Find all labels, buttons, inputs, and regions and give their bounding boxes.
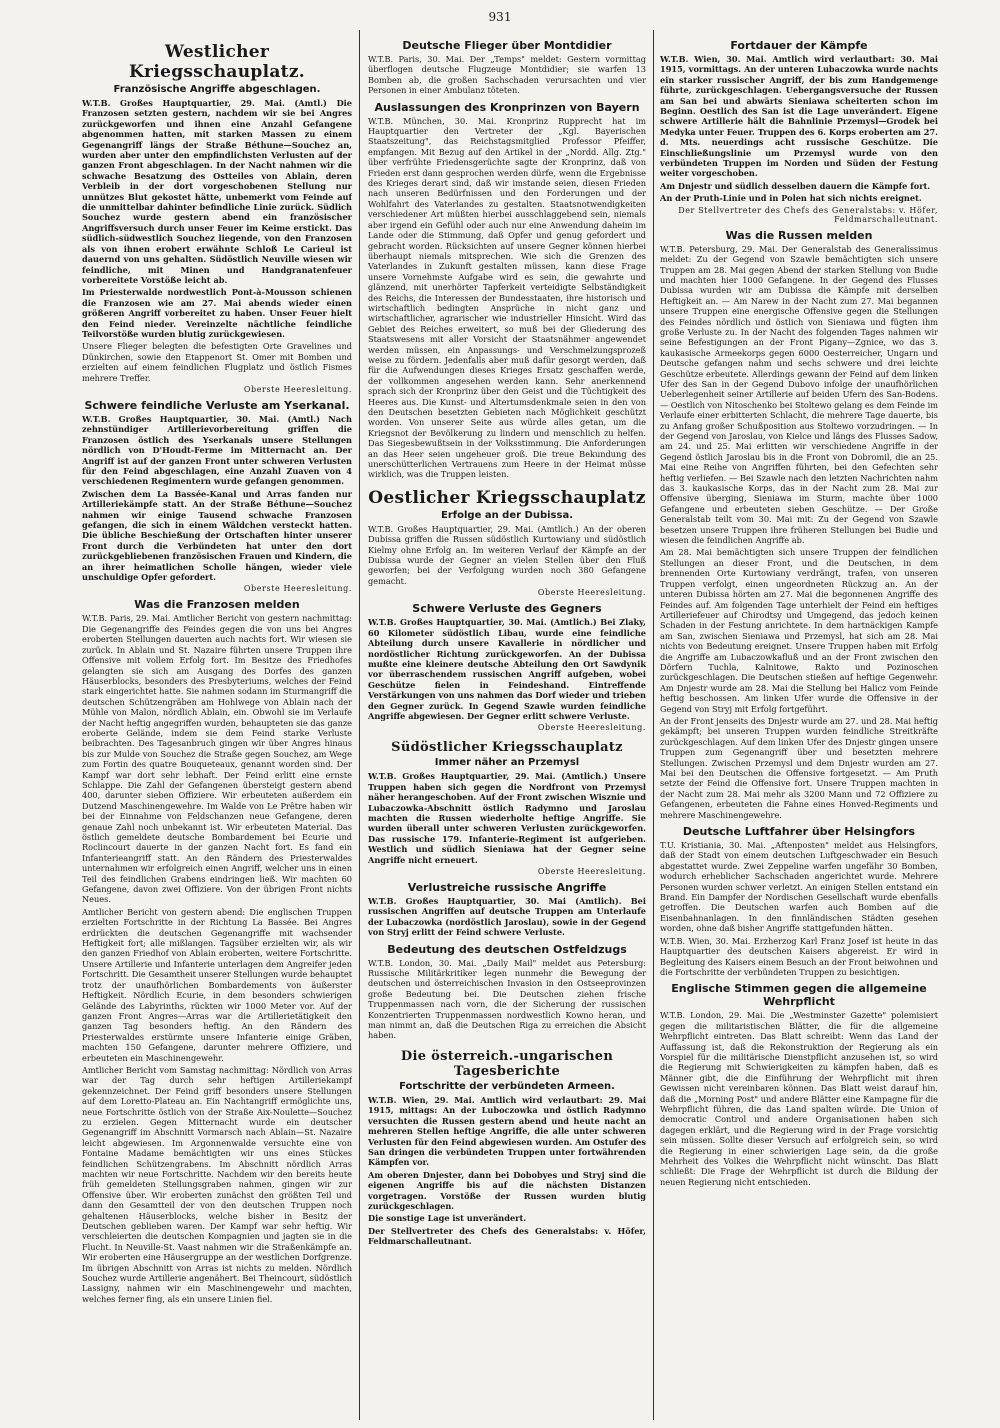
page-number: 931 xyxy=(488,10,512,24)
article-signature: Oberste Heeresleitung. xyxy=(537,723,646,733)
article-paragraph: Unsere Flieger belegten die befestigten Orte Gravelines und Dünkirchen, sowie den Etappenort St. Omer mit Bomben und erzielten auf einem feindlichen Flugplatz und östlich Fismes mehrere Treffer. xyxy=(82,341,352,383)
article-headline: Was die Russen melden xyxy=(725,228,873,242)
article-headline: Englische Stimmen gegen die allgemeine Wehrpflicht xyxy=(671,982,927,1009)
column-1-articles xyxy=(82,84,352,1304)
article-paragraph-bold: Im Priesterwalde nordwestlich Pont-à-Mousson schienen die Franzosen wie am 27. Mai abends wieder einen größeren Angriff vorbereitet zu haben. Unser Feuer hielt den Feind nieder. Vereinzelte nächtliche feindliche Teilvorstöße wurden blutig zurückgewiesen. xyxy=(82,287,352,339)
article-headline: Was die Franzosen melden xyxy=(134,598,300,612)
column-3-articles xyxy=(660,39,938,1187)
article-headline: Bedeutung des deutschen Ostfeldzugs xyxy=(387,942,627,956)
article-headline: Schwere feindliche Verluste am Yserkanal. xyxy=(84,398,350,412)
article-headline: Schwere Verluste des Gegners xyxy=(412,602,602,616)
article-headline: Fortdauer der Kämpfe xyxy=(730,39,868,52)
article-paragraph: W.T.B. Petersburg, 29. Mai. Der Generalstab des Generalissimus meldet: Zu der Gegend von Szawle bemächtigten sich unsere Truppen am 28. Mai gegen Abend der starken Stellung von Budie und machten hier 1000 Gefangene. In der Gegend des Flusses Dubissa wurden wir am Dubissa die Kämpfe mit derselben Heftigkeit an. — Am Narew in der Nacht zum 27. Mai begannen unsere Truppen eine energische Offensive gegen die Stellungen des Feindes nördlich und östlich von Sieniawa und fügten ihm große Verluste zu. In der Nacht des folgenden Tages nahmen wir seine Befestigungen an der Front Pigany—Zgnice, wo das 3. kaukasische Armeekorps gegen 6000 Oesterreicher, Ungarn und Deutsche gefangen nahm und sechs schwere und drei leichte Geschütze erbeutete. Allerdings gewann der Feind auf dem linken Ufer des San in der Gegend Dubovo infolge der unaufhörlichen Ueberlegenheit seiner Artillerie auf beiden Ufern des San-Bodens. — Oestlich von Nitoschenko bei Stoltewo gelang es dem Feinde im Verlaufe einer erbitterten Schlacht, die mehrere Tage dauerte, bis zu Anfang großer Schußposition aus Stoltewo vorzudringen. — In der Gegend von Jaroslau, von Kielce und längs des Flusses Sadow, am 24. und 25. Mai erlitten wir verschiedene Angriffe in der Gegend östlich Jaroslau bis in die Front von Dobromil, die an 25. Mai eine Reihe von Angriffen führten, bei den Gefechten sehr heftig verliefen. — Bei Szawle nach den letzten Nachrichten nahm das 3. kaukasische Korps, das in der Nacht zum 28. Mai zur Offensive überging, Sieniawa im Sturm, machte über 1000 Gefangene und erbeuteten sieben Geschütze. — Der Große Generalstab teilt vom 30. Mai mit: Zu der Gegend von Szawle besetzen unsere Truppen ihre früheren Stellungen bei Budie und wiesen die feindlichen Angriffe ab. xyxy=(660,243,938,546)
article-paragraph: W.T.B. München, 30. Mai. Kronprinz Rupprecht hat im Hauptquartier den Vertreter der „Kgl. Bayerischen Staatszeitung", das Reichstagsmitglied Professor Pfeiffer, empfangen. Mit Bezug auf den Artikel in der „Nordd. Allg. Ztg." über verfrühte Friedensgerüchte sagte der Kronprinz, daß von Frieden erst dann gesprochen werden dürfe, wenn die Ergebnisse des Krieges derart sind, daß wir imstande seien, diesen Frieden nach unseren Bedürfnissen und den Forderungen und der Wohlfahrt des Vaterlandes zu gestalten. Staatsnotwendigkeiten verschiedener Art müßten hierbei ausschlaggebend sein, niemals aber irgend ein Gefühl oder auch nur eine Anwendung daheim im Lande oder die Stimmung, daß Opfer und genug gefordert und gebracht worden. Rücksichten auf unsere Gegner können hierbei überhaupt niemals mitsprechen. Wie sich die Grenzen des Vaterlandes in Zukunft gestalten müssen, kann diese Frage unsere Vornehmste Aufgabe wird es sein, die gewahrte und glänzend, mit unerhörter Tapferkeit verteidigte Selbständigkeit des Reichs, die Interessen der Bundesstaaten, ihre historisch und wirtschaftlich bedingten Ansprüche in nicht ganz und wirtschaftlicher, agrarischer wie industrieller Hinsicht. Wird das Gebiet des Reiches erweitert, so muß bei der Gliederung des Staatswesens mit aller Vorsicht der Staatsnähmer angewendet werden müssen, ein Anpassungs- und Verschmelzungsprozeß weise zu fördern. Jedenfalls aber muß dafür gesorgt werden, daß für die Aufwendungen dieses Krieges Ersatz geschaffen werde, der vollkommen angesehen werden kann. Sehr anerkennend sprach sich der Kronprinz über den Geist und die Tüchtigkeit des Heeres aus. Die Kunst- und Altertumsdenkmale seien in den von den Deutschen besetzten Gebieten nach Möglichkeit geschützt worden. Von unserer Seite aus würde alles getan, um die Kriegsnot der Bevölkerung zu lindern und menschlich zu helfen. Das Siegesbewußtsein in der Volksstimmung. Die Anforderungen an das Heer seien ungeheuer groß. Die treue Bekundung des unerschütterlichen Vertrauens zum Heere in der Heimat müsse wirklich, was die Truppen leisten. xyxy=(368,115,646,480)
article-paragraph-bold: Der Stellvertreter des Chefs des Generalstabs: v. Höfer, Feldmarschalleutnant. xyxy=(368,1225,646,1247)
column-1 xyxy=(82,34,352,1420)
article-paragraph: W.T.B. London, 30. Mai. „Daily Mail" meldet aus Petersburg: Russische Militärkritiker legen nunmehr die Bewegung der deutschen und österreichischen Invasion in den Ostseeprovinzen große Bedeutung bei. Die Deutschen ziehen frische Truppenmassen nach vorn, die der Sicherung der russischen Konzentrierten Truppenmassen nordwestlich Kowno heran, und man nimmt an, daß die Deutschen Riga zu erreichen die Absicht haben. xyxy=(368,957,646,1041)
article-paragraph-bold: An der Pruth-Linie und in Polen hat sich nichts ereignet. xyxy=(660,193,922,204)
article-paragraph-bold: Am Dnjestr und südlich desselben dauern die Kämpfe fort. xyxy=(660,180,931,191)
article-paragraph-bold: Die sonstige Lage ist unverändert. xyxy=(368,1213,527,1224)
article-paragraph: T.U. Kristiania, 30. Mai. „Aftenposten" meldet aus Helsingfors, daß der Stadt von einem deutschen Luftgeschwader ein Besuch abgestattet wurde. Zwei Zeppeline warfen ungefähr 30 Bomben, wodurch erheblicher Sachschaden angerichtet wurde. Mehrere Personen wurden schwer verletzt. An einigen Stellen entstand ein Brand. Ein Dampfer der Nordischen Gesellschaft wurde ebenfalls getroffen. Die Deutschen warfen auch Bomben auf die Eisenbahnanlagen. In den finnländischen Städten gesehen worden, ohne daß bisher Angriffe stattgefunden hätten. xyxy=(660,840,938,934)
article-subheadline: Fortschritte der verbündeten Armeen. xyxy=(399,1080,615,1092)
article-signature: Der Stellvertreter des Chefs des Generalstabs: v. Höfer, Feldmarschalleutnant. xyxy=(678,205,938,224)
report-section-headline: Die österreich.-ungarischen Tagesberichte xyxy=(400,1048,614,1079)
column-rule-1 xyxy=(359,30,360,1420)
column-3 xyxy=(660,34,938,1420)
article-paragraph: Amtlicher Bericht von gestern abend: Die englischen Truppen erzielten Fortschritte in der Richtung La Bassée. Bei Angres erdrückten die deutschen Gegenangriffe mit wachsender Heftigkeit fort; alle mißlangen. Tagsüber erzielten wir, als wir den ganzen Friedhof von Ablain eroberten, weitere Fortschritte. Unsere Artillerie und Infanterie unterlagen dem Angreifer jeden Fortschritt. Die Gesamtheit unserer Stellungen wurde behauptet trotz der unaufhörlichen Bombardements von äußerster Heftigkeit. Nördlich Ecurie, in dem besonders schwierigen Gelände des Labyrinths, rückten wir 1000 Meter vor. Auf der ganzen Front Angres—Arras war die Artillerietätigkeit den ganzen Tag besonders heftig. An den Rändern des Priesterwaldes erstürmte unsere Infanterie einige Gräben, machten 150 Gefangene, darunter mehrere Offiziere, und erbeuteten ein Maschinengewehr. xyxy=(82,906,352,1063)
article-paragraph: W.T.B. Paris, 30. Mai. Der „Temps" meldet: Gestern vormittag überflogen deutsche Flugzeuge Montdidier; sie warfen 13 Bomben ab, die großen Sachschaden verursachten und vier Personen in einer Ambulanz töteten. xyxy=(368,54,646,96)
article-paragraph-bold: W.T.B. Großes Hauptquartier, 29. Mai. (Amtlich.) Unsere Truppen haben sich gegen die Nordfront von Przemysl näher herangeschoben. Auf der Front zwischen Wisznie und Lubaczowka-Abschnitt östlich Radymno und Jaroslau machten die Russen wiederholte heftige Angriffe. Sie wurden überall unter schweren Verlusten zurückgeworfen. Das russische 179. Infanterie-Regiment ist aufgerieben. Westlich und südlich Sieniawa hat der Gegner seine Angriffe nicht erneuert. xyxy=(368,771,646,865)
article-subheadline: Französische Angriffe abgeschlagen. xyxy=(113,84,321,95)
article-paragraph-bold: Zwischen dem La Bassée-Kanal und Arras fanden nur Artilleriekämpfe statt. An der Straße Béthune—Souchez nahmen wir einige Tausend schwache Franzosen gefangen, die sich in einem Wäldchen versteckt hatten. Die übliche Beschießung der Ortschaften hinter unserer Front durch die Verbündeten hat unter den dort zurückgebliebenen französischen Frauen und Kindern, die an ihrer heimatlichen Scholle hängen, wieder viele unschuldige Opfer gefordert. xyxy=(82,488,352,583)
article-paragraph-bold: Am oberen Dnjester, dann bei Dobobyes und Stryj sind die eigenen Angriffe bis auf die nächsten Distanzen vorgetragen. Vorstöße der Russen wurden blutig zurückgeschlagen. xyxy=(368,1169,646,1211)
section-title-southeastern-front: Südöstlicher Kriegsschauplatz xyxy=(391,740,623,756)
article-paragraph-bold: W.T.B. Großes Hauptquartier, 30. Mai. (Amtl.) Nach zehnstündiger Artillerievorbereitung griffen die Franzosen östlich des Yserkanals unsere Stellungen nördlich von D'Houdt-Ferme im Mitternacht an. Der Angriff ist auf der ganzen Front unter schweren Verlusten für den Feind abgeschlagen, eine Anzahl Zuaven von 4 verschiedenen Regimentern wurde gefangen genommen. xyxy=(82,413,352,487)
article-headline: Verlustreiche russische Angriffe xyxy=(407,881,607,894)
article-paragraph-bold: W.T.B. Wien, 29. Mai. Amtlich wird verlautbart: 29. Mai 1915, mittags: An der Luboczowka und östlich Radymno versuchten die Russen gestern abend und heute nacht an mehreren Stellen heftige Angriffe, die alle unter schweren Verlusten für den Feind abgewiesen wurden. Am Ostufer des San dringen die verbündeten Truppen unter fortwährenden Kämpfen vor. xyxy=(368,1094,646,1168)
article-signature: Oberste Heeresleitung. xyxy=(537,588,646,598)
article-paragraph: W.T.B. Großes Hauptquartier, 29. Mai. (Amtlich.) An der oberen Dubissa griffen die Russen südöstlich Kurtowiany und südöstlich Kielmy ohne Erfolg an. Im weiteren Verlauf der Kämpfe an der Dubissa wurde der Gegner an vielen Stellen über den Fluß geworfen; bei der Verfolgung wurden noch 380 Gefangene gemacht. xyxy=(368,523,646,586)
section-title-western-front: Westlicher Kriegsschauplatz. xyxy=(128,42,305,82)
article-headline: Auslassungen des Kronprinzen von Bayern xyxy=(374,100,640,114)
article-headline: Deutsche Flieger über Montdidier xyxy=(402,39,612,52)
article-paragraph-bold: W.T.B. Wien, 30. Mai. Amtlich wird verlautbart: 30. Mai 1915, vormittags. An der unteren Lubaczowka wurde nachts ein starker russischer Angriff, der bis zum Handgemenge führte, zurückgeschlagen. Uebergangsversuche der Russen am San bei und abwärts Sieniawa scheiterten schon im Beginn. Oestlich des San ist die Lage unverändert. Eigene schwere Artillerie hält die Bahnlinie Przemysl—Grodek bei Medyka unter Feuer. Truppen des 6. Korps eroberten am 27. d. Mts. neuerdings acht russische Geschütze. Die Einschließungslinie um Przemysl wurde von den verbündeten Truppen im Norden und Süden der Festung weiter vorgeschoben. xyxy=(660,54,938,179)
article-paragraph-bold: W.T.B. Großes Hauptquartier, 30. Mai. (Amtlich.) Bei Zlaky, 60 Kilometer südöstlich Libau, wurde eine feindliche Abteilung durch unsere Kavallerie in nördlicher und nordöstlicher Richtung zurückgeworfen. An der Dubissa mußte eine kleinere deutsche Abteilung den Ort Sawdynik vor überraschendem russischen Angriff aufgeben, wobei Geschütze fielen in Feindeshand. Eintreffende Verstärkungen von uns nahmen das Dorf wieder und trieben den Gegner zurück. In Gegend Szawle wurden feindliche Angriffe abgewiesen. Der Gegner erlitt schwere Verluste. xyxy=(368,617,646,721)
article-subheadline: Erfolge an der Dubissa. xyxy=(441,509,573,521)
column-2 xyxy=(368,34,646,1420)
article-headline: Deutsche Luftfahrer über Helsingfors xyxy=(682,825,916,839)
article-paragraph-bold: W.T.B. Großes Hauptquartier, 29. Mai. (Amtl.) Die Franzosen setzten gestern, nachdem wir sie bei Angres zurückgeworfen und ihnen eine Anzahl Gefangene abgenommen hatten, mit starken Massen zu einem Gegenangriff längs der Straße Béthune—Souchez an, wurden aber unter den empfindlichsten Verlusten auf der ganzen Front abgeschlagen. In der Nacht nahmen wir die schwache Besatzung des Ostteiles von Ablain, deren Verbleib in der dort vorgeschobenen Stellung nur unnützes Blut gekostet hätte, unbemerkt vom Feinde auf die unmittelbar dahinter befindliche Linie zurück. Südlich Souchez wurde gestern abend ein französischer Angriffsversuch durch unser Feuer im Keime erstickt. Das südlich-südwestlich Souchez liegende, von den Franzosen als von ihnen erobert erwähnte Schloß Le Carieul ist dauernd von uns gehalten. Südöstlich Neuville wiesen wir feindliche, mit Minen und Handgranatenfeuer vorbereitete Vorstöße leicht ab. xyxy=(82,98,352,285)
article-signature: Oberste Heeresleitung. xyxy=(243,584,352,594)
article-paragraph: Amtlicher Bericht vom Samstag nachmittag: Nördlich von Arras war der Tag durch sehr heftigen Artilleriekampf gekennzeichnet. Der Feind griff besonders unsere Stellungen auf dem Loretto-Plateau an. Ein Nachtangriff ermöglichte uns, neue Fortschritte östlich von der Straße Aix-Noulette—Souchez zu erzielen. Gegen Mitternacht wurde ein deutscher Gegenangriff im Abschnitt Vormarsch nach Ablain—St. Nazaire leicht abgewiesen. Im Argonnenwalde versuchte eine von Fontaine Madame bemächtigten wir uns eines Stückes feindlichen Schützengrabens. Im Abschnitt nördlich Arras machten wir neue Fortschritte. Nachdem wir den bereits heute früh gemeldeten Stellungsgraben nahmen, gingen wir zur Offensive über. Wir eroberten zunächst den größten Teil und dann den Gesamtteil der von den deutschen Truppen noch gehaltenen Häuserblocks, welche bisher in Besitz der Deutschen geblieben waren. Der Kampf war sehr heftig. Wir verschleierten die deutschen Kompagnien und jagten sie in die Flucht. In Neuville-St. Vaast nahmen wir die Straßenkämpfe an. Wir eroberten eine Häusergruppe an der westlichen Dorfgrenze. Im übrigen Abschnitt von Arras ist nichts zu melden. Nördlich Souchez wurde Artillerie angenähert. Bei Theincourt, südöstlich Lassigny, nahmen wir ein Maschinengewehr und machten, welches ferner fing, als ein unsere Linien fiel. xyxy=(82,1064,352,1304)
article-paragraph: Am 28. Mai bemächtigten sich unsere Truppen der feindlichen Stellungen an dieser Front, und die Deutschen, in dem brennenden Orte Kurtowiany verdrängt, trafen, von unseren Truppen verfolgt, einen ungeordneten Rückzug an. An der unteren Dubissa hörten am 27. Mai die begonnenen Angriffe des Feindes auf. Am folgenden Tage unterhielt der Feind ein heftiges Artilleriefeuer auf Chirodtsy und Umgegend, das jedoch keinen Schaden in der Festung anrichtete. In dem hartnäckigen Kampfe am San, zwischen Sieniawa und Przemysl, hat sich am 28. Mai nichts von Bedeutung ereignet. Unsere Truppen haben mit Erfolg die Angriffe am Lubaczowkafluß und an der Front zwischen den Dörfern Tuchla, Kalnitowe, Rakto und Pozinoschen zurückgeschlagen. Die Deutschen stießen auf heftige Gegenwehr. Am Dnjestr wurde am 28. Mai die Stellung bei Halicz vom Feinde heftig beschossen. Am linken Ufer wurde die Offensive in der Gegend von Stryj mit Erfolg fortgeführt. xyxy=(660,547,938,714)
column-rule-2 xyxy=(653,30,654,1420)
article-paragraph: An der Front jenseits des Dnjestr wurde am 27. und 28. Mai heftig gekämpft; bei unseren Truppen wurden feindliche Streitkräfte zurückgeschlagen. Auf dem linken Ufer des Dnjestr gingen unsere Truppen zum Gegenangriff über und besetzten mehrere Stellungen. Zwischen Przemysl und dem Dnjestr wurden am 27. Mai bei den Deutschen die Offensive fortgesetzt. — Am Pruth setzte der Feind die Offensive fort. Unsere Truppen machten in der Nacht zum 28. Mai mehr als 3200 Mann und 72 Offiziere zu Gefangenen, erbeuteten die Fahne eines Honved-Regiments und mehrere Maschinengewehre. xyxy=(660,715,938,820)
article-paragraph: W.T.B. London, 29. Mai. Die „Westminster Gazette" polemisiert gegen die militaristischen Blätter, die für die allgemeine Wehrpflicht eintreten. Das Blatt schreibt: Wenn das Land der Auffassung ist, daß die Rekonstruktion der Regierung als ein Vorspiel für die militärische Dienstpflicht anzusehen ist, so wird die Regierung mit Schwierigkeiten zu kämpfen haben, daß es Männer gibt, die die Einführung der Wehrpflicht mit ihren Gewissen nicht vereinbaren können. Das Blatt weist darauf hin, daß die „Morning Post" und andere Blätter eine Kampagne für die Wehrpflicht führen, die das Land spalten würde. Die Union of democratic Control und andere Organisationen haben sich dagegen erklärt, und die Regierung wird in der Frage vorsichtig sein müssen. Sollte dieser Versuch auf erfolgreich sein, so wird die Regierung in einer schwierigen Lage sein, da die große Mehrheit des Volkes die Wehrpflicht nicht wünscht. Das Blatt schließt: Die Frage der Wehrpflicht ist durch die Bildung der neuen Regierung nicht entschieden. xyxy=(660,1010,938,1187)
scan-edge-marks xyxy=(0,0,10,1428)
article-paragraph: W.T.B. Wien, 30. Mai. Erzherzog Karl Franz Josef ist heute in das Hauptquartier des deutschen Kaisers abgereist. Er wird in Begleitung des Kaisers einem Besuch an der Front beiwohnen und die Fortschritte der verbündeten Truppen zu besichtigen. xyxy=(660,935,938,977)
article-paragraph-bold: W.T.B. Großes Hauptquartier, 30. Mai (Amtlich). Bei russischen Angriffen auf deutsche Truppen am Unterlaufe der Lubaczowka (nordöstlich Jaroslau), sowie in der Gegend von Stryj erlitt der Feind schwere Verluste. xyxy=(368,896,646,938)
section-title-eastern-front: Oestlicher Kriegsschauplatz xyxy=(368,487,646,508)
article-signature: Oberste Heeresleitung. xyxy=(537,867,646,876)
article-signature: Oberste Heeresleitung. xyxy=(243,384,352,394)
column-2-articles xyxy=(368,39,646,1247)
article-paragraph: W.T.B. Paris, 29. Mai. Amtlicher Bericht von gestern nachmittag: Die Gegenangriffe des Feindes gegen die von uns bei Angres eroberten Stellungen dauerten auch nachts fort. Wir wiesen sie zurück. In Ablain und St. Nazaire führten unsere Truppen ihre Offensive mit vollem Erfolg fort. Im Besitze des Friedhofes gelangten sie sich am Ausgang des Dorfes des ganzen Häuserblocks, besonders des Presbyteriums, welches der Feind stark eingerichtet hatte. Sie nahmen sodann im Sturmangriff die deutschen Schützengräben am Hohlwege von Ablain nach der Mühle von Malon, nördlich Ablain, ein. Obwohl sie im Verlaufe der Nacht heftig angegriffen wurden, behaupteten sie das ganze eroberte Gelände, indem sie dem Feind starke Verluste beibrachten. Des Tagesanbruch gingen wir über Angres hinaus bis zur Mulde von Souchez die Straße gegen Souchez, am Wege zum Fortin des quatre Bouqueteaux, genannt worden sind. Der Kampf war dort sehr lebhaft. Der Feind erlitt eine ernste Schlappe. Die Zahl der Gefangenen übersteigt gestern abend 400, darunter sieben Offiziere. Wir erbeuteten außerdem ein Dutzend Maschinengewehre. Im Walde von Le Prêtre haben wir bei der Einnahme von Feldschanzen neue Gefangene, deren genaue Zahl noch unbekannt ist. Wir erbeuteten Material. Das östlich gemeldete deutsche Bombardement bei Ecurie und Roclincourt dauerte in der ganzen Nacht fort. Es fand ein Infanterieangriff statt. An den Rändern des Priesterwaldes unternahmen wir erfolgreich einen Angriff, welcher uns in einen Teil des feindlichen Grabens eindringen ließ. Wir machten 60 Gefangene, davon zwei Offiziere. Von der übrigen Front nichts Neues. xyxy=(82,613,352,905)
article-subheadline: Immer näher an Przemysl xyxy=(434,757,580,769)
